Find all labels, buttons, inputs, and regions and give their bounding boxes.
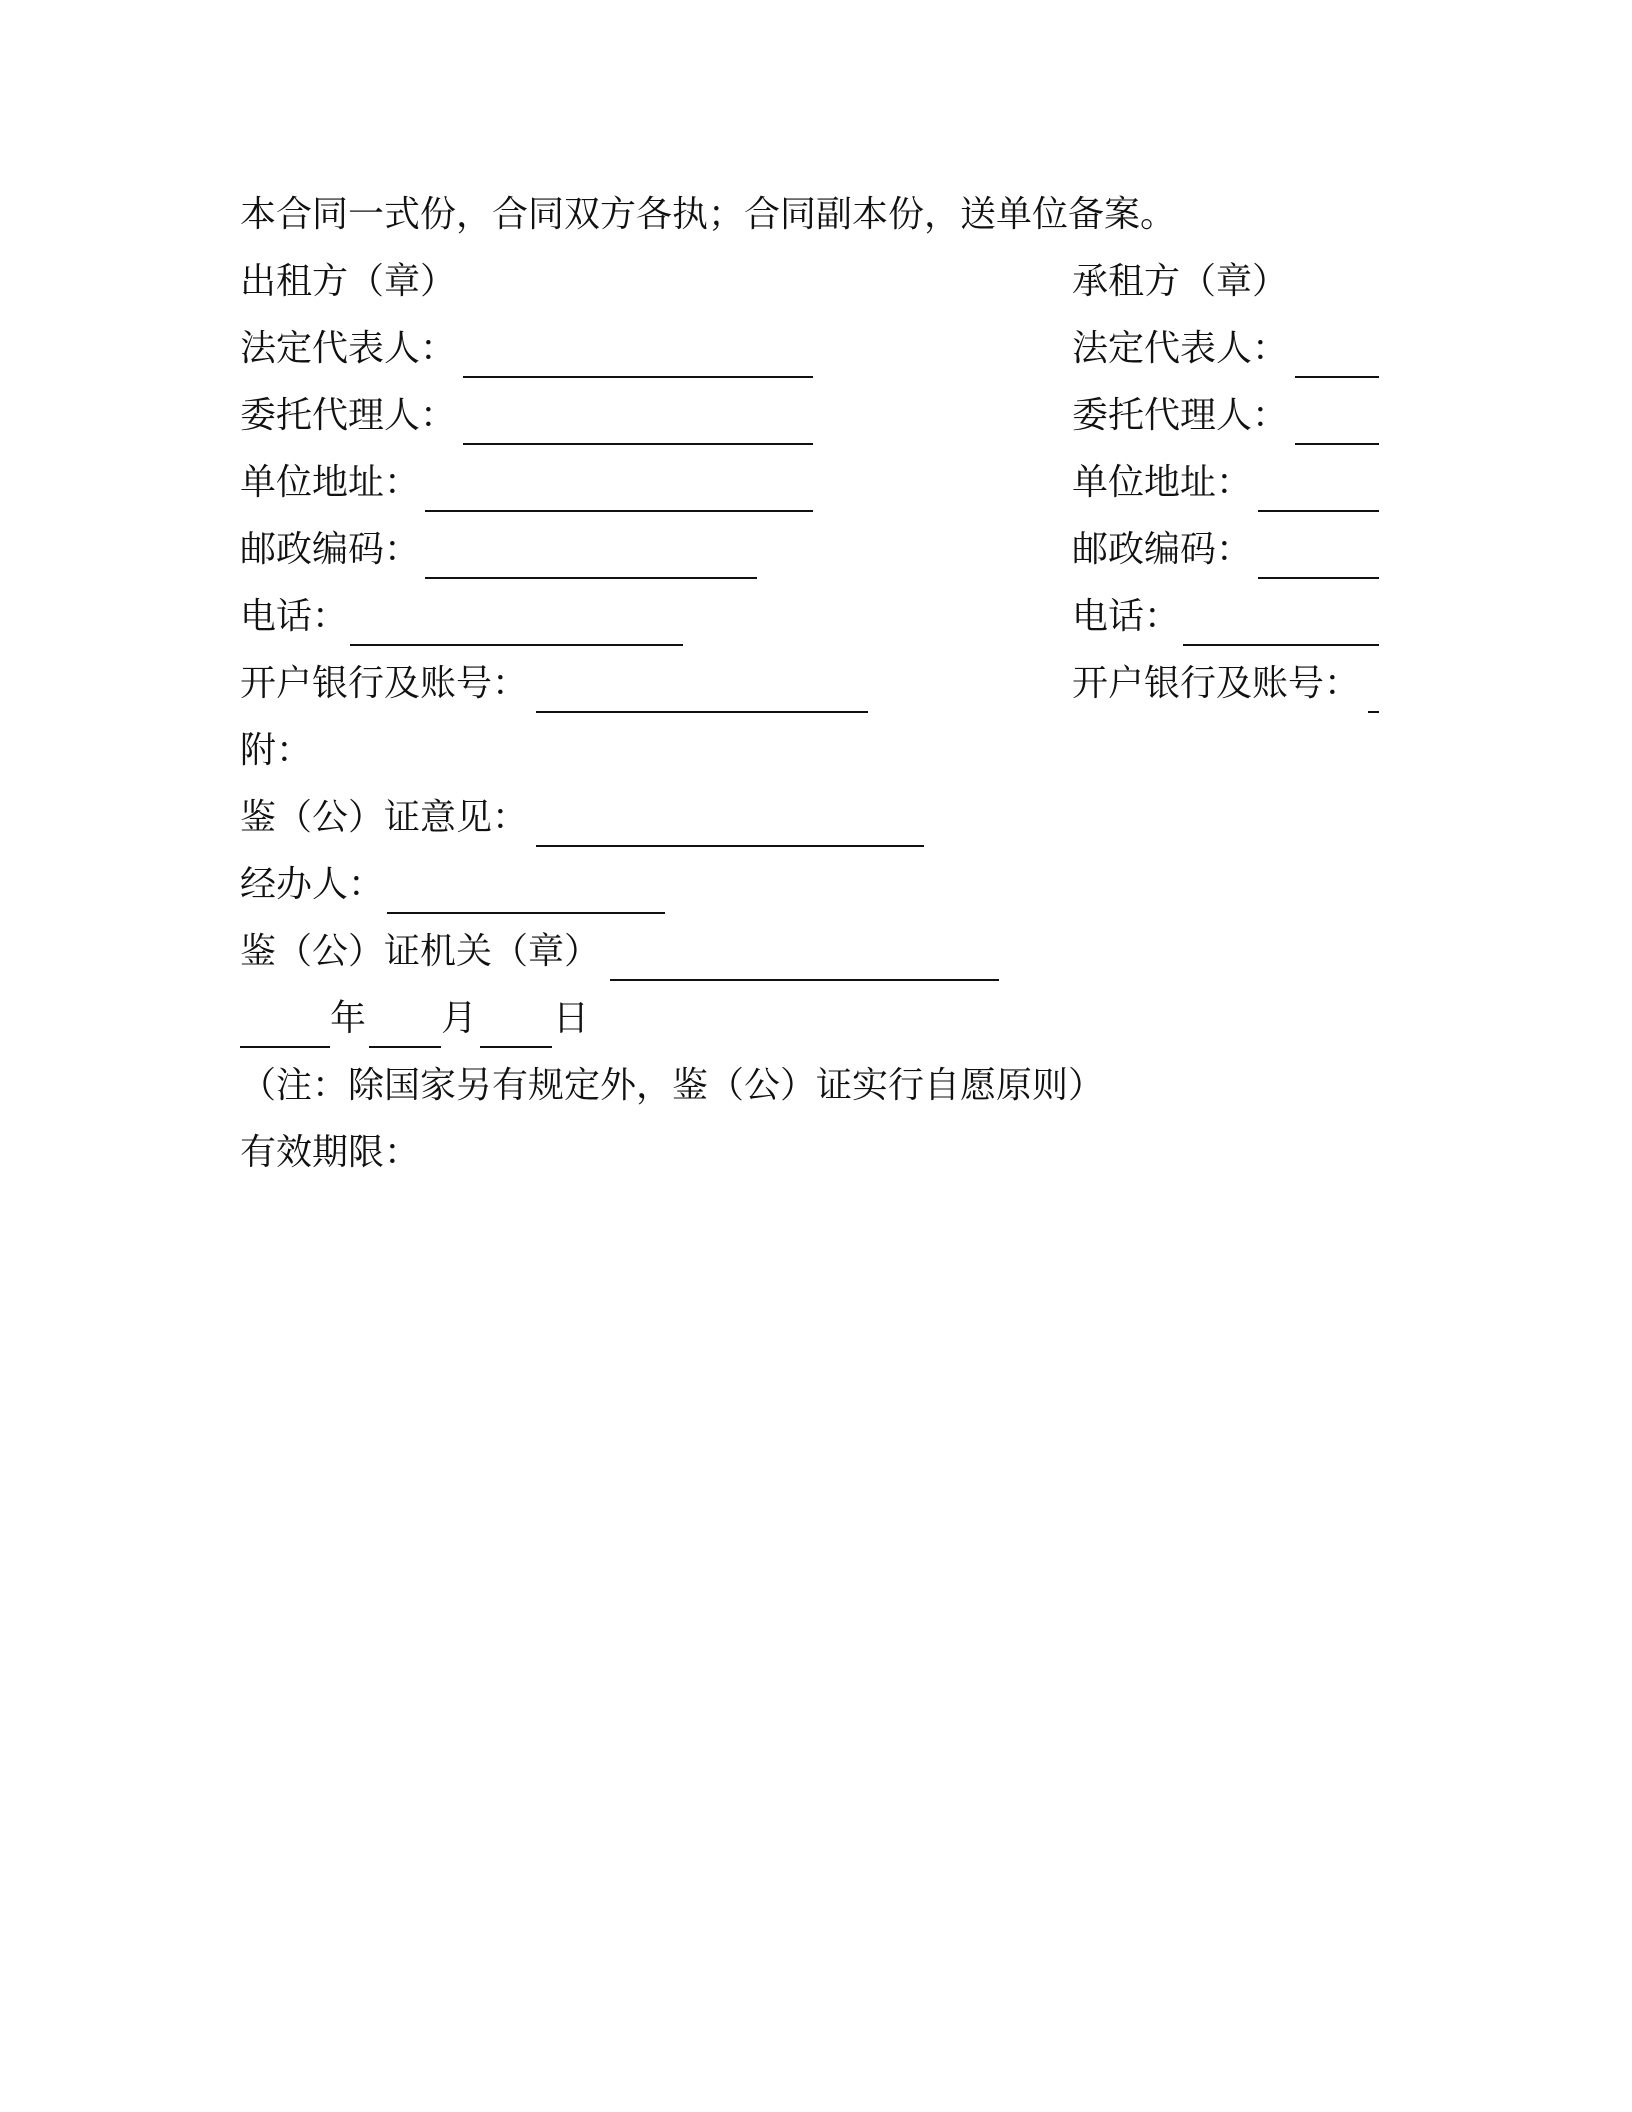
notary-opinion-label: 鉴（公）证意见： (240, 797, 529, 838)
date-year-label: 年 (330, 998, 367, 1039)
lessee-postcode-blank (1258, 577, 1379, 579)
notary-office-label: 鉴（公）证机关（章） (240, 931, 601, 972)
lessee-title: 承租方（章） (1072, 261, 1289, 302)
lessee-legal-rep-blank (1295, 376, 1379, 378)
attachment-label: 附： (240, 730, 313, 771)
date-day-label: 日 (553, 998, 590, 1039)
notary-office-blank (610, 979, 999, 981)
lessor-title: 出租方（章） (240, 261, 457, 302)
lessee-address-label: 单位地址： (1072, 462, 1253, 503)
validity-label: 有效期限： (240, 1132, 421, 1173)
lessor-agent-label: 委托代理人： (240, 395, 457, 436)
lessee-postcode-label: 邮政编码： (1072, 529, 1253, 570)
lessor-agent-blank (463, 443, 813, 445)
lessor-phone-blank (350, 644, 683, 646)
lessor-legal-rep-label: 法定代表人： (240, 328, 457, 369)
lessor-postcode-label: 邮政编码： (240, 529, 421, 570)
date-day-blank (480, 1046, 552, 1048)
intro-text: 本合同一式份，合同双方各执；合同副本份，送单位备案。 (240, 194, 1177, 235)
date-month-blank (369, 1046, 441, 1048)
lessor-legal-rep-blank (463, 376, 813, 378)
handler-blank (387, 912, 665, 914)
lessee-address-blank (1258, 510, 1379, 512)
lessee-legal-rep-label: 法定代表人： (1072, 328, 1289, 369)
lessor-bank-label: 开户银行及账号： (240, 663, 529, 704)
lessee-bank-blank (1368, 711, 1379, 713)
date-year-blank (240, 1046, 330, 1048)
notary-opinion-blank (536, 845, 924, 847)
lessor-bank-blank (536, 711, 868, 713)
lessor-address-label: 单位地址： (240, 462, 421, 503)
lessor-address-blank (425, 510, 813, 512)
handler-label: 经办人： (240, 864, 385, 905)
lessee-phone-blank (1183, 644, 1379, 646)
note-text: （注：除国家另有规定外，鉴（公）证实行自愿原则） (240, 1065, 1105, 1106)
lessee-phone-label: 电话： (1072, 596, 1181, 637)
lessee-bank-label: 开户银行及账号： (1072, 663, 1361, 704)
lessee-agent-label: 委托代理人： (1072, 395, 1289, 436)
lessor-postcode-blank (425, 577, 757, 579)
lessee-agent-blank (1295, 443, 1379, 445)
date-month-label: 月 (441, 998, 478, 1039)
lessor-phone-label: 电话： (240, 596, 349, 637)
